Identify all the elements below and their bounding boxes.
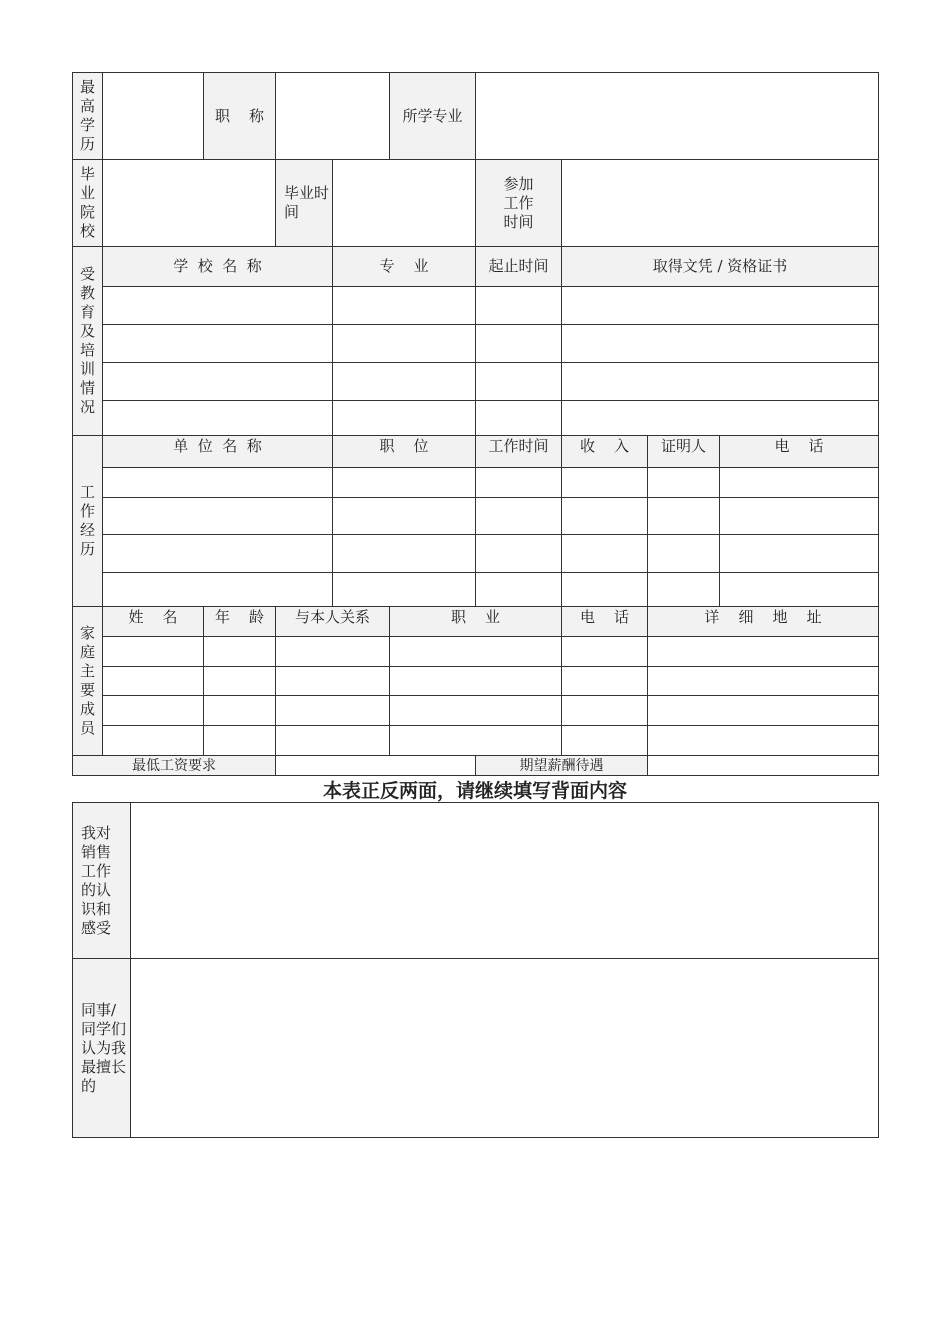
work-cell[interactable] xyxy=(333,535,476,573)
education-section-label: 受教育及培训情况 xyxy=(73,247,103,436)
family-cell[interactable] xyxy=(204,726,276,756)
family-header-occupation: 职 业 xyxy=(390,607,562,637)
work-cell[interactable] xyxy=(562,573,648,607)
work-cell[interactable] xyxy=(333,498,476,535)
work-header-phone: 电 话 xyxy=(720,436,879,468)
education-cell[interactable] xyxy=(562,287,879,325)
work-cell[interactable] xyxy=(562,468,648,498)
work-cell[interactable] xyxy=(648,535,720,573)
colleague-strength-label: 同事/同学们认为我最擅长的 xyxy=(73,959,131,1138)
education-cell[interactable] xyxy=(103,325,333,363)
family-cell[interactable] xyxy=(103,637,204,667)
family-cell[interactable] xyxy=(390,637,562,667)
expected-salary-field[interactable] xyxy=(648,756,879,776)
family-cell[interactable] xyxy=(103,696,204,726)
notice-text: 本表正反两面，请继续填写背面内容 xyxy=(322,780,627,802)
education-cell[interactable] xyxy=(333,401,476,436)
family-header-phone: 电 话 xyxy=(562,607,648,637)
family-header-relation: 与本人关系 xyxy=(276,607,390,637)
family-cell[interactable] xyxy=(648,696,879,726)
education-cell[interactable] xyxy=(476,363,562,401)
education-cell[interactable] xyxy=(333,363,476,401)
family-cell[interactable] xyxy=(204,696,276,726)
education-header-major: 专 业 xyxy=(333,247,476,287)
family-cell[interactable] xyxy=(562,637,648,667)
school-field[interactable] xyxy=(103,160,276,247)
work-cell[interactable] xyxy=(562,498,648,535)
min-salary-label: 最低工资要求 xyxy=(73,756,276,776)
family-cell[interactable] xyxy=(562,696,648,726)
family-cell[interactable] xyxy=(562,726,648,756)
work-start-time-label: 参加工作时间 xyxy=(476,160,562,247)
family-cell[interactable] xyxy=(390,667,562,696)
education-cell[interactable] xyxy=(562,401,879,436)
work-cell[interactable] xyxy=(476,468,562,498)
work-start-time-field[interactable] xyxy=(562,160,879,247)
education-cell[interactable] xyxy=(562,363,879,401)
family-cell[interactable] xyxy=(648,726,879,756)
school-label: 毕业院校 xyxy=(73,160,103,247)
family-cell[interactable] xyxy=(562,667,648,696)
family-section-label: 家庭主要成员 xyxy=(73,607,103,756)
work-cell[interactable] xyxy=(648,468,720,498)
colleague-strength-field[interactable] xyxy=(131,959,879,1138)
family-cell[interactable] xyxy=(390,726,562,756)
sales-understanding-field[interactable] xyxy=(131,803,879,959)
work-header-time: 工作时间 xyxy=(476,436,562,468)
family-header-address: 详 细 地 址 xyxy=(648,607,879,637)
family-header-age: 年 龄 xyxy=(204,607,276,637)
work-cell[interactable] xyxy=(720,573,879,607)
work-header-reference: 证明人 xyxy=(648,436,720,468)
work-cell[interactable] xyxy=(333,468,476,498)
work-cell[interactable] xyxy=(720,468,879,498)
work-cell[interactable] xyxy=(103,468,333,498)
family-cell[interactable] xyxy=(648,667,879,696)
family-header-name: 姓 名 xyxy=(103,607,204,637)
education-cell[interactable] xyxy=(562,325,879,363)
family-cell[interactable] xyxy=(204,637,276,667)
family-cell[interactable] xyxy=(276,637,390,667)
work-header-income: 收 入 xyxy=(562,436,648,468)
education-cell[interactable] xyxy=(476,287,562,325)
application-form-back xyxy=(72,802,879,1138)
education-header-certificate: 取得文凭 / 资格证书 xyxy=(562,247,879,287)
education-cell[interactable] xyxy=(103,401,333,436)
application-form-front xyxy=(72,72,879,776)
education-header-school: 学 校 名 称 xyxy=(103,247,333,287)
expected-salary-label: 期望薪酬待遇 xyxy=(476,756,648,776)
education-cell[interactable] xyxy=(476,401,562,436)
work-cell[interactable] xyxy=(103,535,333,573)
education-cell[interactable] xyxy=(476,325,562,363)
major-field[interactable] xyxy=(476,73,879,160)
family-cell[interactable] xyxy=(648,637,879,667)
work-cell[interactable] xyxy=(103,573,333,607)
work-cell[interactable] xyxy=(648,573,720,607)
education-header-period: 起止时间 xyxy=(476,247,562,287)
work-cell[interactable] xyxy=(476,498,562,535)
family-cell[interactable] xyxy=(103,667,204,696)
family-cell[interactable] xyxy=(276,667,390,696)
job-title-field[interactable] xyxy=(276,73,390,160)
graduation-time-field[interactable] xyxy=(333,160,476,247)
work-cell[interactable] xyxy=(476,573,562,607)
family-cell[interactable] xyxy=(276,726,390,756)
work-cell[interactable] xyxy=(720,498,879,535)
work-cell[interactable] xyxy=(720,535,879,573)
family-cell[interactable] xyxy=(276,696,390,726)
education-cell[interactable] xyxy=(103,287,333,325)
major-label: 所学专业 xyxy=(390,73,476,160)
family-cell[interactable] xyxy=(204,667,276,696)
work-cell[interactable] xyxy=(103,498,333,535)
family-cell[interactable] xyxy=(103,726,204,756)
family-cell[interactable] xyxy=(390,696,562,726)
job-title-label: 职 称 xyxy=(204,73,276,160)
work-header-position: 职 位 xyxy=(333,436,476,468)
education-cell[interactable] xyxy=(103,363,333,401)
work-cell[interactable] xyxy=(648,498,720,535)
highest-education-field[interactable] xyxy=(103,73,204,160)
graduation-time-label: 毕业时间 xyxy=(276,160,333,247)
highest-education-label: 最高学历 xyxy=(73,73,103,160)
sales-understanding-label: 我对销售工作的认识和感受 xyxy=(73,803,131,959)
work-cell[interactable] xyxy=(476,535,562,573)
work-cell[interactable] xyxy=(562,535,648,573)
education-cell[interactable] xyxy=(333,325,476,363)
work-cell[interactable] xyxy=(333,573,476,607)
work-section-label: 工作经历 xyxy=(73,436,103,607)
education-cell[interactable] xyxy=(333,287,476,325)
min-salary-field[interactable] xyxy=(276,756,476,776)
work-header-company: 单 位 名 称 xyxy=(103,436,333,468)
